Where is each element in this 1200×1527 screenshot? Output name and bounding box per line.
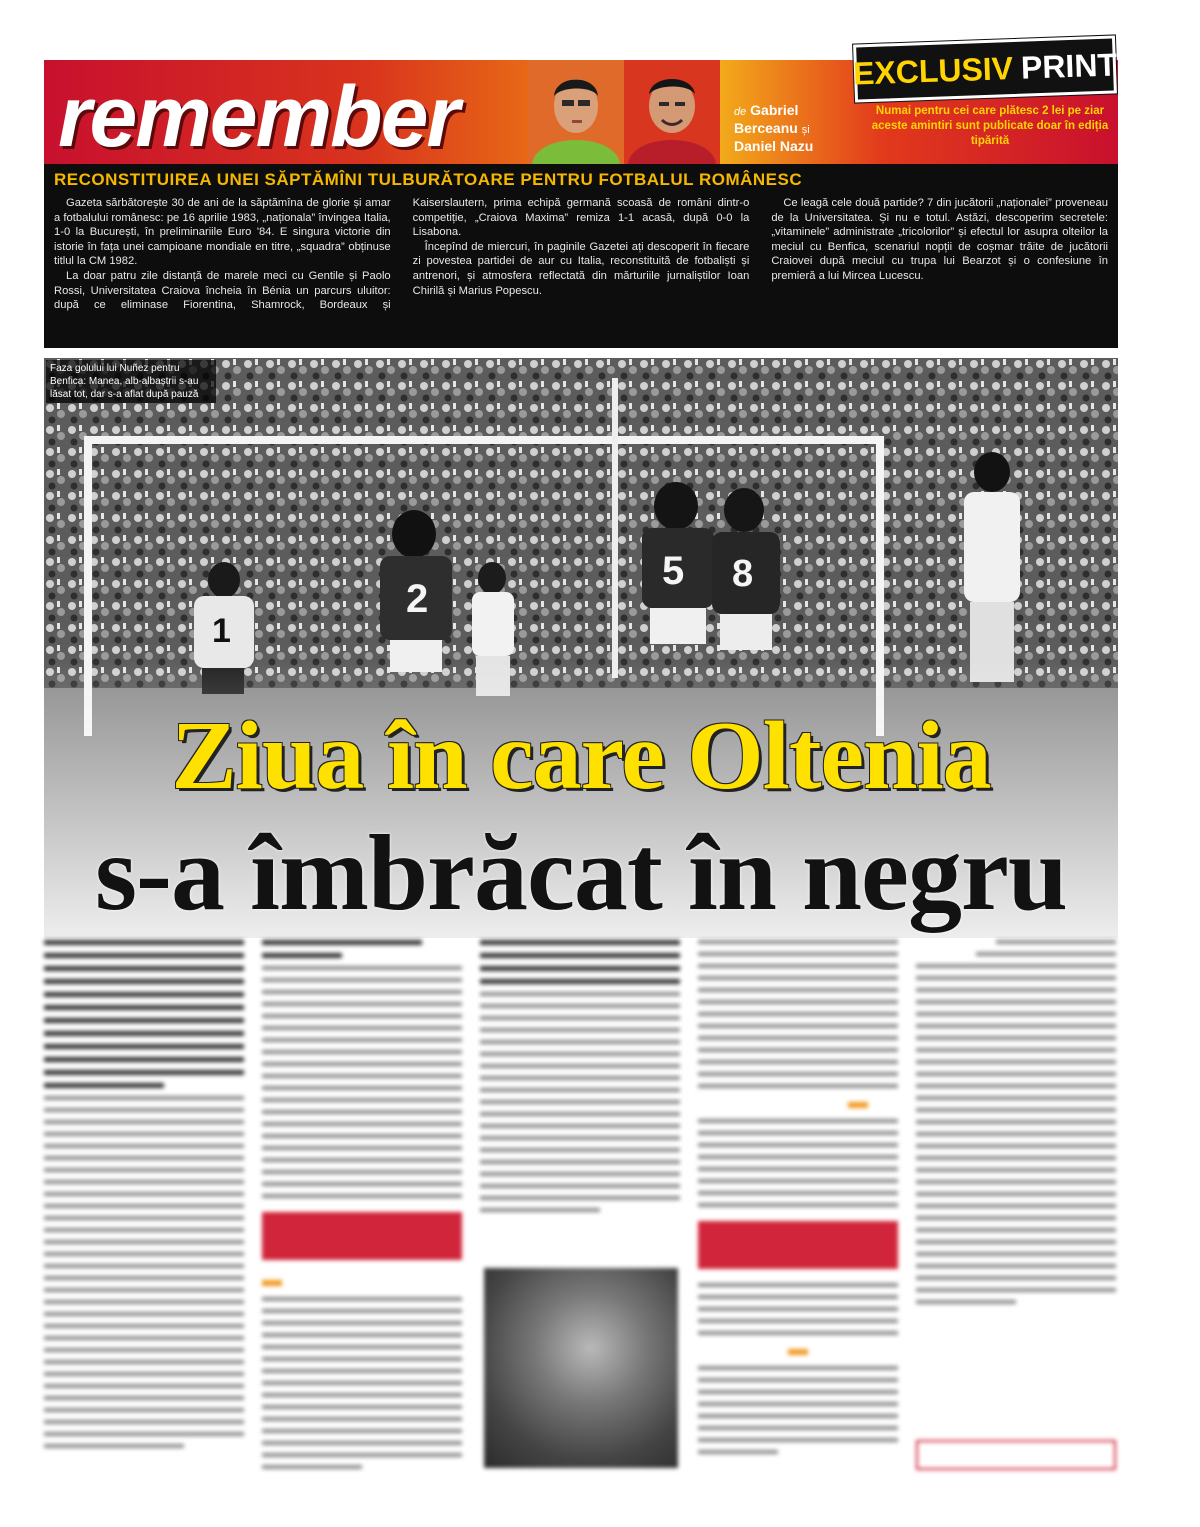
badge-note: Numai pentru cei care plătesc 2 lei pe ziar aceste amintiri sunt publicate doar în ediția tipărită <box>871 105 1109 147</box>
article-column-1 <box>44 940 244 1470</box>
article-column-4 <box>698 940 898 1470</box>
jersey-number-1: 1 <box>212 612 231 650</box>
article-body <box>44 940 1118 1480</box>
article-column-2 <box>262 940 462 1470</box>
jersey-number-8: 8 <box>732 553 754 595</box>
author-name-2: Daniel Nazu <box>734 138 814 154</box>
newspaper-page <box>44 45 1118 1480</box>
inset-portrait-photo <box>484 1268 678 1468</box>
author-portrait-2 <box>624 60 720 164</box>
section-title: remember <box>58 69 458 164</box>
intro-paragraph: Ce leagă cele două partide? 7 din jucătorii „naționalei” proveneau de la Universitatea. Și nu e totul. Astăzi, descoperim secretele: „vitaminele” administrate „tricolorilor” și efectul lor asupra olteilor la meciul cu Benfica, scenariul nopții de coșmar trăite de jucătorii Craiovei după meciul cu trupa lui Bearzot și o confesiune în premieră a lui Mircea Lucescu. <box>771 197 1108 282</box>
byline-prefix: de <box>734 106 747 118</box>
intro-paragraph: La doar patru zile distanță de marele meci cu Gentile și Paolo Rossi, Universitatea Craiova încheia în Bénia un parcurs uluitor: după ce eliminase Fiorentina, Shamrock, Bordeaux și Kaiserslautern, prima echipă germană scoasă de români dintr-o competiție, „Craiova Maxima” remiza 1-1 acasă, după 0-0 la Lisabona. <box>54 197 750 312</box>
intro-text <box>54 196 1108 344</box>
author-name-1: Gabriel Berceanu <box>734 102 799 136</box>
headline-line-1: Ziua în care Oltenia <box>171 702 991 810</box>
kicker-line: RECONSTITUIREA UNEI SĂPTĂMÎNI TULBURĂTOARE PENTRU FOTBALUL ROMÂNESC <box>54 170 803 189</box>
intro-paragraph: Începînd de miercuri, în paginile Gazetei ați descoperit în fiecare zi povestea partidei de aur cu Italia, reconstituită de fotbaliști și antrenori, și atmosfera reflectată din mărturiile jurnaliștilor Ioan Chirilă și Marius Popescu. <box>412 240 750 297</box>
author-portrait-1 <box>528 60 624 164</box>
headline-line-2: s-a îmbrăcat în negru <box>95 814 1067 933</box>
badge-label-exclusiv: EXCLUSIV <box>852 49 1014 92</box>
photo-caption: Fazа golului lui Nuñez pentru Benfica: Manea, alb-albaștrii s-au lăsat tot, dar s-a aflat după pauză <box>46 360 216 403</box>
badge-label-print: PRINT <box>1020 45 1118 86</box>
jersey-number-2: 2 <box>406 577 429 621</box>
exclusive-print-badge <box>853 35 1117 102</box>
article-column-5 <box>916 940 1116 1470</box>
byline-conjunction: și <box>801 124 810 136</box>
byline <box>734 102 844 154</box>
intro-paragraph: Gazeta sărbătorește 30 de ani de la săptămîna de glorie și amar a fotbalului românesc: pe 16 aprilie 1983, „naționala” învingea Italia, 1-0 la București, în preliminariile Euro '84. E singura victorie din istorie în fața unei campioane mondiale en titre, „squadra” obținuse titlul la CM 1982. <box>54 197 391 268</box>
sidebar-box <box>916 1440 1116 1470</box>
jersey-number-5: 5 <box>662 549 685 593</box>
intro-band <box>44 164 1118 348</box>
